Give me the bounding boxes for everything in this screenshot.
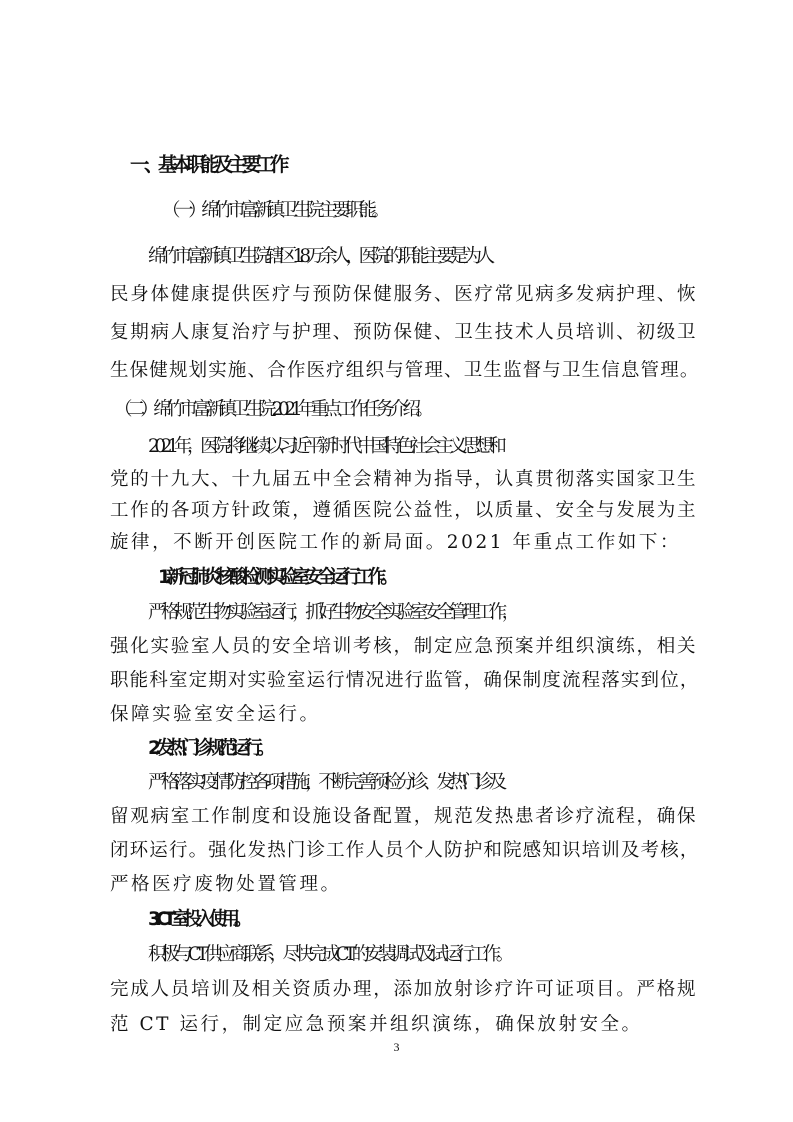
section-heading: 一、基本职能及主要工作 xyxy=(130,153,285,176)
paragraph-line: 生保健规划实施、合作医疗组织与管理、卫生监督与卫生信息管理。 xyxy=(110,360,700,381)
paragraph-line: 复期病人康复治疗与护理、预防保健、卫生技术人员培训、初级卫 xyxy=(110,322,698,343)
item-2-title: 2.发热门诊规范运行。 xyxy=(148,738,270,759)
paragraph-line: 完成人员培训及相关资质办理，添加放射诊疗许可证项目。严格规 xyxy=(110,979,698,1000)
paragraph-line: 严格规范生物实验室运行，抓好生物安全实验室安全管理工作， xyxy=(148,602,515,623)
paragraph-line: 保障实验室安全运行。 xyxy=(110,704,321,725)
paragraph-line: 留观病室工作制度和设施设备配置，规范发热患者诊疗流程，确保 xyxy=(110,806,698,827)
paragraph-line: 强化实验室人员的安全培训考核，制定应急预案并组织演练，相关 xyxy=(110,636,698,657)
item-1-title: 1.新冠肺炎核酸检测实验室安全运行工作。 xyxy=(158,567,393,588)
paragraph-line: 党的十九大、十九届五中全会精神为指导，认真贯彻落实国家卫生 xyxy=(110,469,698,490)
subsection-2-title: （二）绵竹市富新镇卫生院 2021 年重点工作任务介绍。 xyxy=(114,399,429,420)
paragraph-line: 2021 年，医院将继续以习近平新时代中国特色社会主义思想和 xyxy=(148,436,502,457)
paragraph-line: 积极与 CT 供应商联系，尽快完成 CT 的安装调试及试运行工作。 xyxy=(148,944,509,965)
paragraph-line: 绵竹市富新镇卫生院辖区 1.8 万余人，医院的职能主要是为人 xyxy=(148,246,490,267)
paragraph-line: 闭环运行。强化发热门诊工作人员个人防护和院感知识培训及考核， xyxy=(110,840,700,861)
paragraph-line: 严格落实疫情防控各项措施，不断完善预检分诊、发热门诊及 xyxy=(148,772,502,793)
paragraph-line: 工作的各项方针政策，遵循医院公益性，以质量、安全与发展为主 xyxy=(110,500,698,521)
subsection-1-title: （一）绵竹市富新镇卫生院主要职能。 xyxy=(162,200,385,221)
paragraph-line: 民身体健康提供医疗与预防保健服务、医疗常见病多发病护理、恢 xyxy=(110,284,698,305)
item-3-title: 3.CT 室投入使用。 xyxy=(148,909,247,930)
paragraph-line: 职能科室定期对实验室运行情况进行监管，确保制度流程落实到位， xyxy=(110,670,700,691)
paragraph-line: 旋律，不断开创医院工作的新局面。2021 年重点工作如下： xyxy=(110,532,681,553)
page-number: 3 xyxy=(393,1040,400,1054)
paragraph-line: 范 CT 运行，制定应急预案并组织演练，确保放射安全。 xyxy=(110,1014,643,1035)
paragraph-line: 严格医疗废物处置管理。 xyxy=(110,874,342,895)
